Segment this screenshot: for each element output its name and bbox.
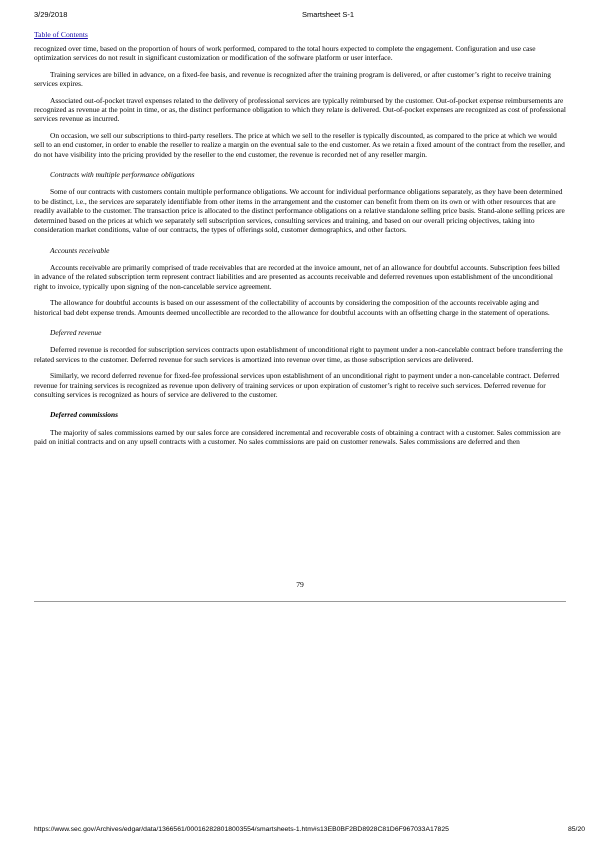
paragraph: On occasion, we sell our subscriptions to third-party resellers. The price at which we sell to the reseller is typically discounted, as compared to the price at which we would sell to an end customer, in order to enable the reseller to realize a margin on the eventual sale to the end customer. As we retain a fixed amount of the contract from the reseller, and do not have visibility into the pricing provided by the reseller to the end customer, the revenue is recorded net of any reseller margin. bbox=[34, 130, 565, 159]
paragraph: Accounts receivable are primarily comprised of trade receivables that are recorded at the invoice amount, net of an allowance for doubtful accounts. Subscription fees billed in advance of the related subscription term represent contract liabilities and are presented as accounts receivable and deferred revenues upon establishment of the unconditional right to invoice, typically upon signing of the non-cancelable service agreement. bbox=[34, 262, 560, 291]
print-date: 3/29/2018 bbox=[34, 10, 68, 19]
document-title: Smartsheet S-1 bbox=[302, 10, 355, 19]
section-heading: Contracts with multiple performance obligations bbox=[50, 170, 195, 180]
section-heading: Accounts receivable bbox=[50, 245, 110, 255]
section-heading: Deferred revenue bbox=[50, 327, 102, 337]
paragraph: Some of our contracts with customers contain multiple performance obligations. We account for individual performance obligations separately, as they have been determined to be distinct, i.e., the services are separately identifiable from other items in the arrangement and the customer can benefit from them on its own or with other resources that are readily available to the customer. The transaction price is allocated to the distinct performance obligations on a relative standalone selling price basis. Stand-alone selling prices are determined based on the prices at which we separately sell subscription services, consulting services and training, and based on our overall pricing objectives, taking into consideration market conditions, value of our contracts, the types of offerings sold, customer demographics, and other factors. bbox=[34, 187, 565, 235]
footer-page-count: 85/20 bbox=[568, 826, 586, 833]
paragraph: Associated out-of-pocket travel expenses related to the delivery of professional services are typically reimbursed by the customer. Out-of-pocket expense reimbursements are recognized as revenue at the point in time, or as, the distinct performance obligation to which they relate is delivered. Out-of-pocket expenses are recognized as cost of professional services revenue as incurred. bbox=[34, 95, 566, 124]
paragraph: Training services are billed in advance, on a fixed-fee basis, and revenue is recognized after the training program is delivered, or after customer’s right to receive training services expires. bbox=[34, 69, 551, 89]
document-body bbox=[34, 44, 566, 454]
paragraph: The allowance for doubtful accounts is based on our assessment of the collectability of accounts by considering the composition of the accounts receivable aging and historical bad debt expense trends. Amounts deemed uncollectible are recorded to the allowance for doubtful accounts with an offsetting charge in the statement of operations. bbox=[34, 298, 550, 317]
section-heading: Deferred commissions bbox=[50, 410, 118, 420]
paragraph: Similarly, we record deferred revenue for fixed-fee professional services upon establishment of an unconditional right to payment under a non-cancelable contract. Deferred revenue for training services is recognized as revenue upon delivery of training services or upon expiration of customer’s right to receive such services. Deferred revenue for consulting services is recognized as hours of service are delivered to the customer. bbox=[34, 371, 560, 399]
paragraph: The majority of sales commissions earned by our sales force are considered incremental and recoverable costs of obtaining a contract with a customer. Sales commission are paid on initial contracts and on any upsell contracts with a customer. No sales commissions are paid on customer renewals. Sales commissions are deferred and then bbox=[34, 427, 561, 447]
table-of-contents-link[interactable]: Table of Contents bbox=[34, 30, 88, 39]
footer-url: https://www.sec.gov/Archives/edgar/data/1366561/000162828018003554/smartsheets-1.htm#s13EB0BF2BD8928C81D6F967033A17825 bbox=[34, 826, 449, 833]
paragraph: Deferred revenue is recorded for subscription services contracts upon establishment of unconditional right to payment under a non-cancelable contract before transferring the related services to the customer. Deferred revenue for such services is amortized into revenue over time, as those subscription services are delivered. bbox=[34, 345, 563, 364]
paragraph: recognized over time, based on the proportion of hours of work performed, compared to the total hours expected to complete the engagement. Configuration and use case optimization services do not result in significant customization or modification of the software platform or user interface. bbox=[34, 44, 536, 63]
page-number: 79 bbox=[296, 580, 304, 589]
page-divider bbox=[34, 601, 566, 602]
